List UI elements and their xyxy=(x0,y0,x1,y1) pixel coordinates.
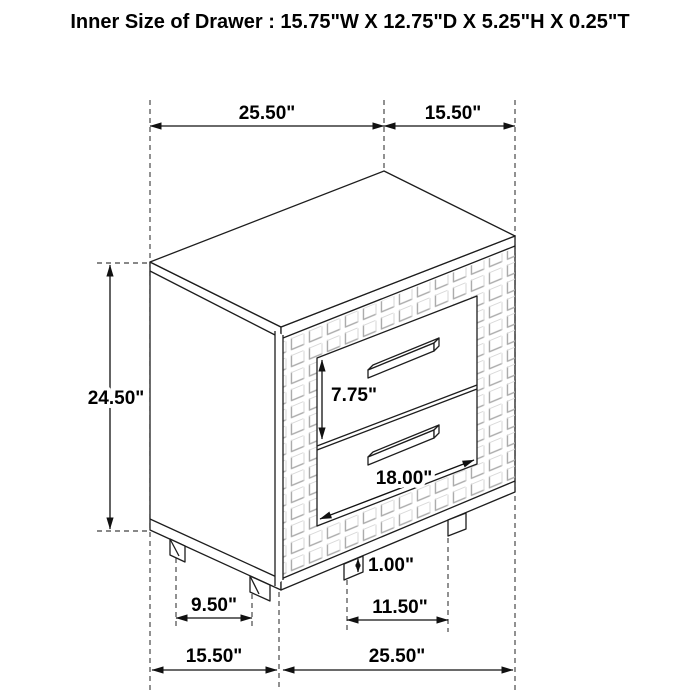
dim-top-depth xyxy=(384,103,515,126)
page-title: Inner Size of Drawer : 15.75"W X 12.75"D X 5.25"H X 0.25"T xyxy=(70,11,630,33)
corner-strip xyxy=(275,331,283,586)
dim-label: 25.50" xyxy=(368,646,426,667)
dim-label: 11.50" xyxy=(372,597,428,618)
dim-label: 7.75" xyxy=(331,385,377,406)
dim-label: 18.00" xyxy=(375,468,433,489)
dim-label: 1.00" xyxy=(368,555,414,576)
dim-base-width xyxy=(283,646,513,670)
dim-front-foot-spacing xyxy=(347,597,448,620)
dim-overall-height xyxy=(88,265,145,529)
dim-label: 9.50" xyxy=(191,595,237,616)
dim-label: 15.50" xyxy=(424,103,482,124)
dim-label: 15.50" xyxy=(185,646,243,667)
dim-label: 24.50" xyxy=(87,388,145,409)
dim-foot-height xyxy=(358,555,414,576)
dim-top-width xyxy=(150,103,384,126)
dim-base-depth xyxy=(152,646,277,670)
dim-side-foot-spacing xyxy=(176,595,252,618)
dim-label: 25.50" xyxy=(238,103,296,124)
